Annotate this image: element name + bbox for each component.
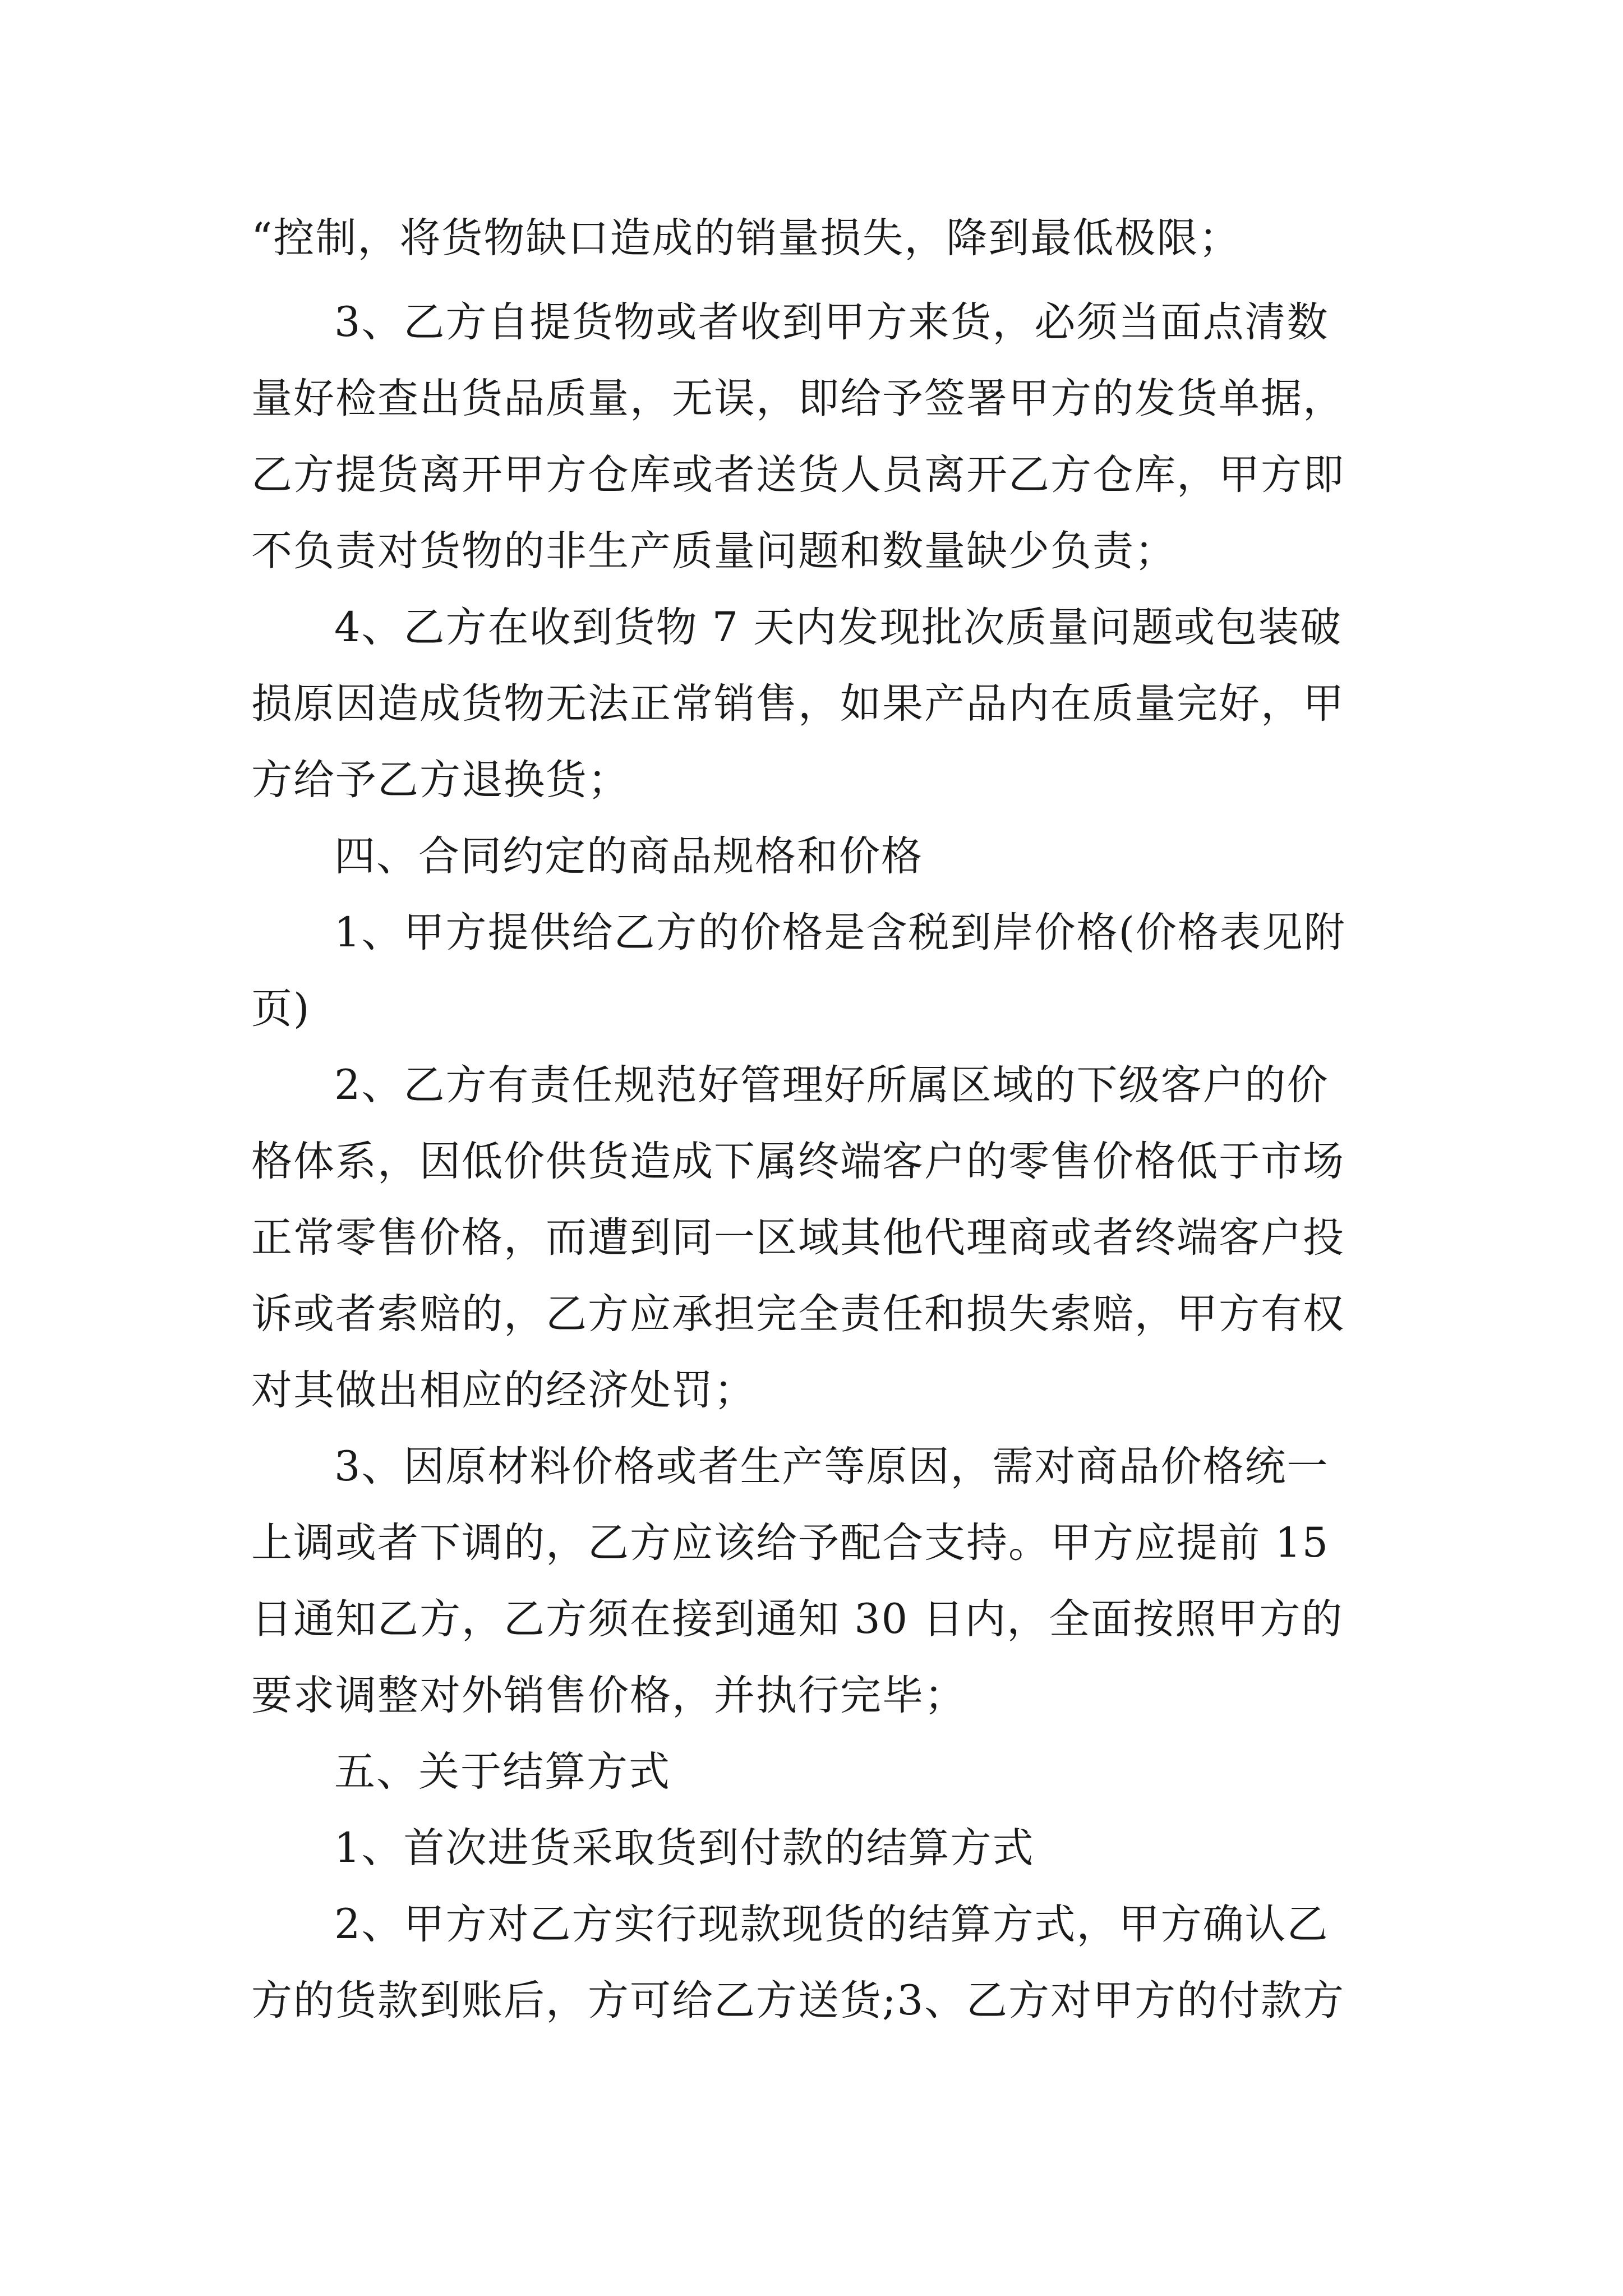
text-line: 诉或者索赔的，乙方应承担完全责任和损失索赔，甲方有权 — [251, 1290, 1345, 1338]
text-line: 上调或者下调的，乙方应该给予配合支持。甲方应提前 15 — [251, 1519, 1330, 1567]
text-line: 格体系，因低价供货造成下属终端客户的零售价格低于市场 — [251, 1138, 1345, 1185]
text-line: 损原因造成货物无法正常销售，如果产品内在质量完好，甲 — [251, 680, 1345, 728]
text-line: 3、乙方自提货物或者收到甲方来货，必须当面点清数 — [334, 298, 1329, 346]
text-line: 不负责对货物的非生产质量问题和数量缺少负责； — [251, 527, 1177, 575]
text-line: 4、乙方在收到货物 7 天内发现批次质量问题或包装破 — [334, 604, 1343, 651]
text-line: 方的货款到账后，方可给乙方送货;3、乙方对甲方的付款方 — [251, 1977, 1345, 2024]
text-line: 方给予乙方退换货； — [251, 756, 630, 804]
text-line: 日通知乙方，乙方须在接到通知 30 日内，全面按照甲方的 — [251, 1595, 1344, 1643]
text-line: 3、因原材料价格或者生产等原因，需对商品价格统一 — [334, 1443, 1329, 1490]
text-line: 乙方提货离开甲方仓库或者送货人员离开乙方仓库，甲方即 — [251, 451, 1345, 499]
text-line: “控制，将货物缺口造成的销量损失，降到最低极限； — [251, 214, 1241, 262]
text-line: 2、乙方有责任规范好管理好所属区域的下级客户的价 — [334, 1061, 1329, 1109]
section-heading: 四、合同约定的商品规格和价格 — [334, 832, 923, 880]
text-line: 正常零售价格，而遭到同一区域其他代理商或者终端客户投 — [251, 1214, 1345, 1262]
text-line: 页) — [251, 985, 311, 1033]
text-line: 1、甲方提供给乙方的价格是含税到岸价格(价格表见附 — [334, 909, 1346, 956]
section-heading: 五、关于结算方式 — [334, 1748, 671, 1796]
text-line: 1、首次进货采取货到付款的结算方式 — [334, 1824, 1035, 1872]
text-line: 2、甲方对乙方实行现款现货的结算方式，甲方确认乙 — [334, 1901, 1329, 1948]
text-line: 要求调整对外销售价格，并执行完毕； — [251, 1672, 966, 1719]
text-line: 量好检查出货品质量，无误，即给予签署甲方的发货单据， — [251, 375, 1345, 422]
text-line: 对其做出相应的经济处罚； — [251, 1366, 756, 1414]
